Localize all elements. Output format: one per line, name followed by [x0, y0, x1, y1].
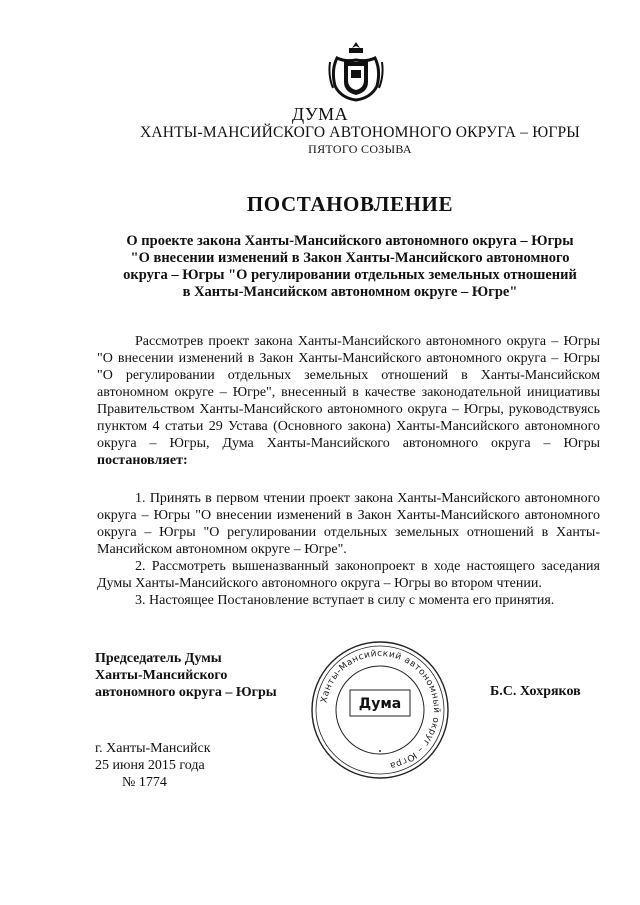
issue-details: [95, 740, 211, 791]
stamp-center-text: Дума: [358, 696, 402, 712]
official-stamp: [308, 638, 452, 782]
coat-of-arms-emblem: [327, 40, 385, 102]
issue-city: г. Ханты-Мансийск: [95, 741, 211, 756]
document-subject: [100, 233, 600, 301]
position-line: Ханты-Мансийского: [95, 668, 228, 683]
document-type: ПОСТАНОВЛЕНИЕ: [246, 192, 454, 216]
position-line: Председатель Думы: [95, 651, 222, 666]
signatory-position: [95, 650, 277, 701]
resolution-item: 3. Настоящее Постановление вступает в силу с момента его принятия.: [135, 593, 555, 608]
subject-line: в Ханты-Мансийском автономном округе – Югре": [182, 284, 518, 300]
svg-text:•: •: [378, 747, 382, 756]
subject-line: "О внесении изменений в Закон Ханты-Мансийского автономного: [130, 250, 570, 266]
issue-date: 25 июня 2015 года: [95, 758, 205, 773]
stamp-ring-text: Ханты-Мансийский автономный округ – Югра: [319, 648, 442, 771]
position-line: автономного округа – Югры: [95, 685, 277, 700]
subject-line: округа – Югры "О регулировании отдельных земельных отношений: [123, 267, 577, 283]
preamble-resolves: постановляет:: [97, 453, 188, 468]
preamble: [97, 333, 600, 469]
signatory-name: Б.С. Хохряков: [490, 684, 581, 699]
resolution-item: 2. Рассмотреть вышеназванный законопроект в ходе настоящего заседания Думы Ханты-Мансийского автономного округа – Югры во втором чтении.: [97, 559, 600, 591]
document-number: № 1774: [122, 775, 167, 790]
preamble-text: Рассмотрев проект закона Ханты-Мансийского автономного округа – Югры "О внесении изменений в Закон Ханты-Мансийского автономного округа – Югры "О регулировании отдельных земельных отношений в Ханты-Мансийском автономном округе – Югре", внесенный в качестве законодательной инициативы Правительством Ханты-Мансийского автономного округа – Югры, руководствуясь пунктом 4 статьи 29 Устава (Основного закона) Ханты-Мансийского автономного округа – Югры, Дума Ханты-Мансийского автономного округа – Югры: [97, 334, 600, 451]
convocation-title: ПЯТОГО СОЗЫВА: [308, 142, 412, 156]
resolution-items: [97, 490, 600, 609]
subject-line: О проекте закона Ханты-Мансийского автономного округа – Югры: [126, 233, 574, 249]
okrug-title: ХАНТЫ-МАНСИЙСКОГО АВТОНОМНОГО ОКРУГА – ЮГРЫ: [139, 124, 581, 141]
resolution-item: 1. Принять в первом чтении проект закона Ханты-Мансийского автономного округа – Югры "О внесении изменений в Закон Ханты-Мансийского автономного округа – Югры "О регулировании отдельных земельных отношений в Ханты-Мансийском автономном округе – Югре".: [97, 491, 600, 557]
duma-title: ДУМА: [291, 104, 349, 124]
